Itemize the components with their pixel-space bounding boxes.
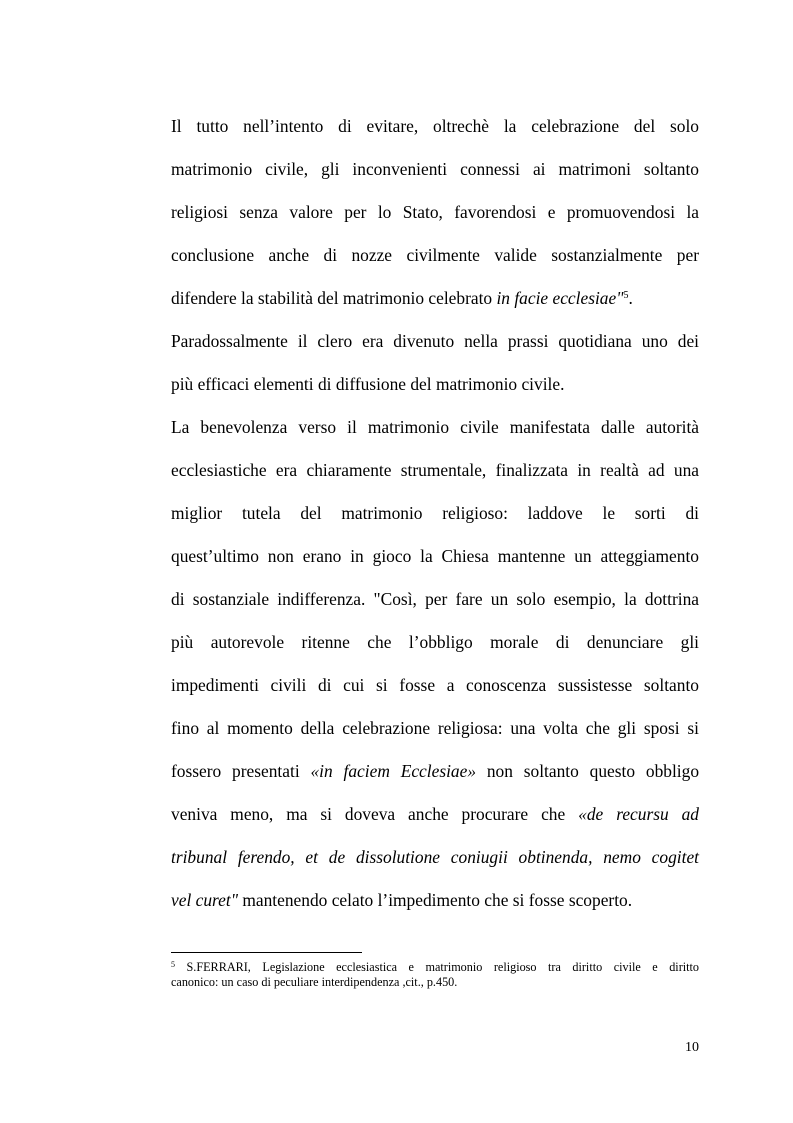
italic-text: «de recursu ad: [578, 804, 700, 824]
text-line: [171, 495, 699, 538]
italic-text: «in faciem Ecclesiae»: [310, 761, 477, 781]
line-text: difendere la stabilità del matrimonio celebrato: [171, 288, 497, 308]
text-line: [171, 796, 699, 839]
text-line: [171, 151, 699, 194]
text-line: [171, 882, 699, 925]
body-text: [171, 108, 699, 925]
line-text: .: [628, 288, 633, 308]
line-text: conclusione anche di nozze civilmente valide sostanzialmente per: [171, 245, 699, 265]
line-text: fino al momento della celebrazione religiosa: una volta che gli sposi si: [171, 718, 699, 738]
footnote-separator: [171, 952, 362, 953]
line-text: Paradossalmente il clero era divenuto nella prassi quotidiana uno dei: [171, 331, 699, 351]
text-line: [171, 452, 699, 495]
line-text: fossero presentati: [171, 761, 311, 781]
text-line: [171, 581, 699, 624]
line-text: religiosi senza valore per lo Stato, favorendosi e promuovendosi la: [171, 202, 699, 222]
text-line: [171, 323, 699, 366]
text-line: [171, 839, 699, 882]
line-text: non soltanto questo obbligo: [476, 761, 700, 781]
footnote-number: 5: [171, 960, 175, 969]
italic-text: tribunal ferendo, et de dissolutione coniugii obtinenda, nemo cogitet: [171, 847, 699, 867]
footnote: [171, 960, 699, 989]
text-line: [171, 237, 699, 280]
line-text: più efficaci elementi di diffusione del matrimonio civile.: [171, 374, 565, 394]
italic-text: vel curet": [171, 890, 239, 910]
text-line: [171, 667, 699, 710]
line-text: più autorevole ritenne che l’obbligo morale di denunciare gli: [171, 632, 699, 652]
line-text: La benevolenza verso il matrimonio civile manifestata dalle autorità: [171, 417, 699, 437]
text-line: [171, 280, 699, 323]
footnote-text-1: S.FERRARI, Legislazione ecclesiastica e matrimonio religioso tra diritto civile e diritto: [175, 960, 699, 974]
line-text: Il tutto nell’intento di evitare, oltrechè la celebrazione del solo: [171, 116, 699, 136]
line-text: veniva meno, ma si doveva anche procurare che: [171, 804, 579, 824]
text-line: [171, 538, 699, 581]
line-text: ecclesiastiche era chiaramente strumentale, finalizzata in realtà ad una: [171, 460, 699, 480]
text-line: [171, 194, 699, 237]
text-line: [171, 108, 699, 151]
italic-text: in facie ecclesiae": [496, 288, 624, 308]
text-line: [171, 624, 699, 667]
page-number: 10: [685, 1040, 699, 1055]
footnote-line-1: [171, 960, 699, 975]
footnote-reference: 5: [623, 290, 629, 301]
line-text: miglior tutela del matrimonio religioso: laddove le sorti di: [171, 503, 699, 523]
line-text: mantenendo celato l’impedimento che si fosse scoperto.: [238, 890, 633, 910]
text-line: [171, 366, 699, 409]
text-line: [171, 409, 699, 452]
line-text: matrimonio civile, gli inconvenienti connessi ai matrimoni soltanto: [171, 159, 699, 179]
line-text: impedimenti civili di cui si fosse a conoscenza sussistesse soltanto: [171, 675, 699, 695]
text-line: [171, 753, 699, 796]
footnote-line-2: canonico: un caso di peculiare interdipendenza ,cit., p.450.: [171, 974, 458, 989]
line-text: quest’ultimo non erano in gioco la Chiesa mantenne un atteggiamento: [171, 546, 699, 566]
text-line: [171, 710, 699, 753]
line-text: di sostanziale indifferenza. "Così, per fare un solo esempio, la dottrina: [171, 589, 699, 609]
